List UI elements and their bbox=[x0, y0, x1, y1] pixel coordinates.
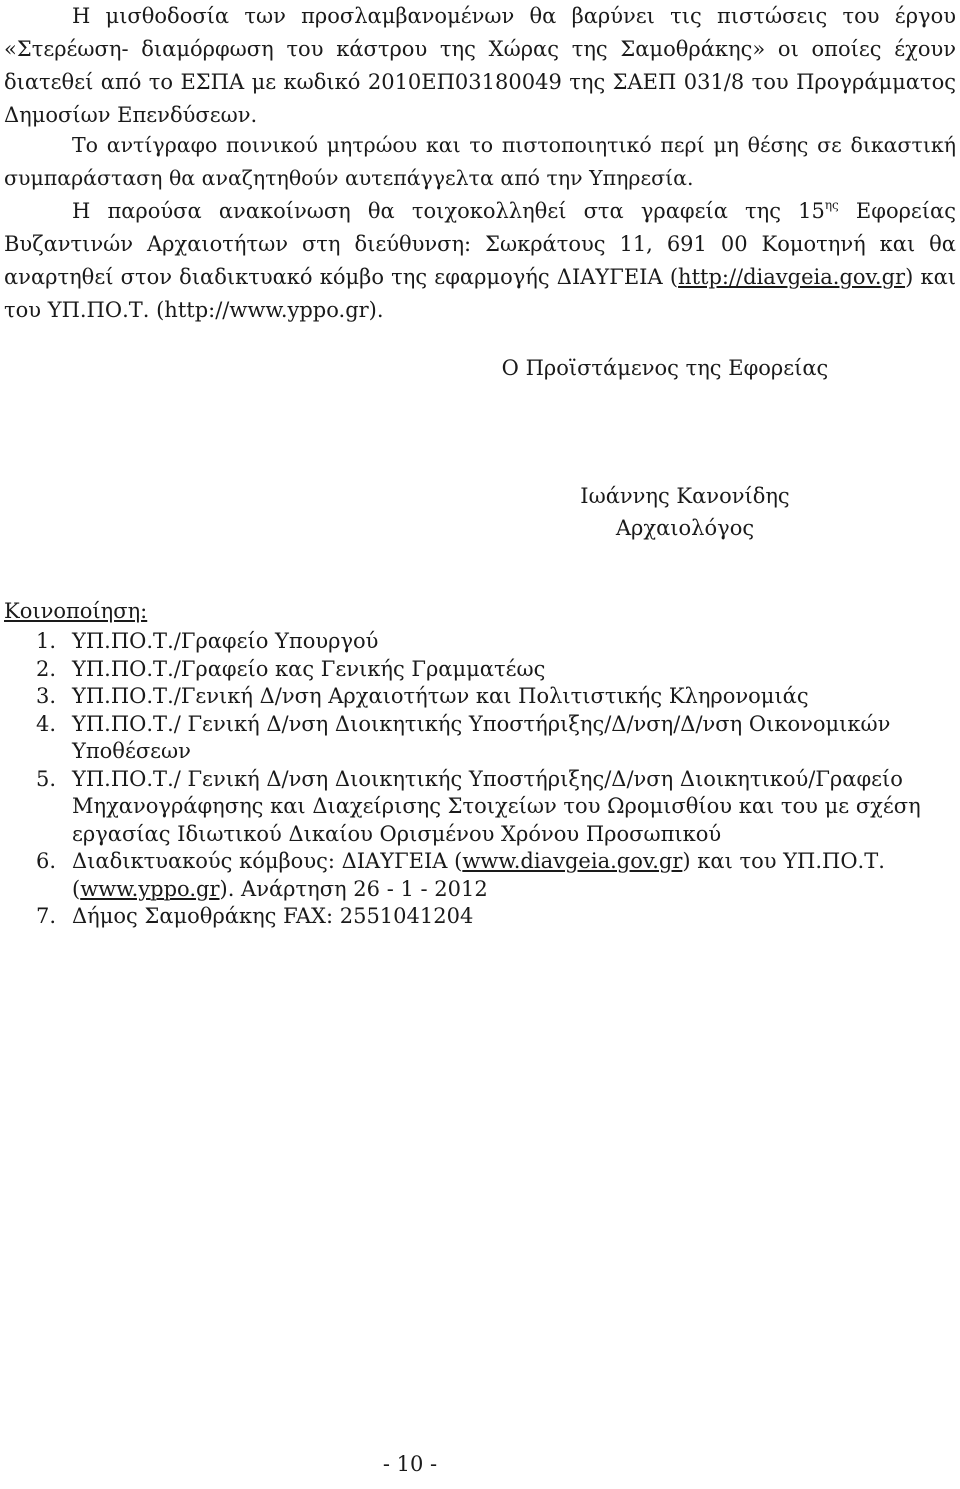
paragraph-payroll: Η μισθοδοσία των προσλαμβανομένων θα βαρύνει τις πιστώσεις του έργου «Στερέωση- διαμόρφωση του κάστρου της Χώρας της Σαμοθράκης» οι οποίες έχουν διατεθεί από το ΕΣΠΑ με κωδικό 2010ΕΠ03180049 της ΣΑΕΠ 031/8 του Προγράμματος Δημοσίων Επενδύσεων. bbox=[4, 4, 956, 127]
cc-heading: Κοινοποίηση: bbox=[4, 599, 148, 623]
cc-text-part: Διαδικτυακούς κόμβους: ΔΙΑΥΓΕΙΑ ( bbox=[72, 849, 463, 873]
diavgeia-link[interactable]: http://diavgeia.gov.gr bbox=[678, 265, 906, 289]
cc-text: ΥΠ.ΠΟ.Τ./ Γενική Δ/νση Διοικητικής Υποστήριξης/Δ/νση Διοικητικού/Γραφείο Μηχανογράφησης και Διαχείρισης Στοιχείων του Ωρομισθίου και του με σχέση εργασίας Ιδιωτικού Δικαίου Ορισμένου Χρόνου Προσωπικού bbox=[72, 766, 921, 846]
paragraph-criminal-record: Το αντίγραφο ποινικού μητρώου και το πιστοποιητικό περί μη θέσης σε δικαστική συμπαράσταση θα αναζητηθούν αυτεπάγγελτα από την Υπηρεσία. bbox=[4, 133, 956, 190]
cc-text: ΥΠ.ΠΟ.Τ./Γραφείο κας Γενικής Γραμματέως bbox=[72, 656, 546, 681]
page-number: - 10 - bbox=[382, 1452, 438, 1476]
cc-number: 5. bbox=[36, 766, 57, 791]
cc-text: ΥΠ.ΠΟ.Τ./Γραφείο Υπουργού bbox=[72, 629, 379, 653]
paragraph-announcement bbox=[4, 195, 956, 327]
yppo-site-link[interactable]: www.yppo.gr bbox=[80, 876, 220, 901]
cc-list bbox=[4, 628, 956, 931]
cc-text: ΥΠ.ΠΟ.Τ./ Γενική Δ/νση Διοικητικής Υποστήριξης/Δ/νση/Δ/νση Οικονομικών Υποθέσεων bbox=[72, 711, 891, 763]
cc-item-7 bbox=[4, 903, 956, 931]
cc-number: 7. bbox=[36, 904, 57, 928]
announcement-text-end: ) και του ΥΠ.ΠΟ.Τ. (http://www.yppo.gr). bbox=[4, 265, 956, 322]
cc-item-2 bbox=[4, 656, 956, 684]
announcement-text-start: Η παρούσα ανακοίνωση θα τοιχοκολληθεί στα γραφεία της 15 bbox=[72, 199, 825, 223]
signature-role: Αρχαιολόγος bbox=[615, 516, 755, 540]
signature-name: Ιωάννης Κανονίδης bbox=[580, 484, 790, 508]
cc-item-1 bbox=[4, 628, 956, 656]
cc-item-5 bbox=[4, 766, 956, 849]
cc-item-4 bbox=[4, 711, 956, 766]
cc-number: 1. bbox=[36, 629, 57, 653]
cc-text-part: ). Ανάρτηση 26 - 1 - 2012 bbox=[219, 876, 488, 901]
cc-text: ΥΠ.ΠΟ.Τ./Γενική Δ/νση Αρχαιοτήτων και Πολιτιστικής Κληρονομιάς bbox=[72, 684, 809, 708]
cc-number: 4. bbox=[36, 711, 57, 736]
cc-text: Δήμος Σαμοθράκης FAX: 2551041204 bbox=[72, 904, 474, 928]
cc-text-part: ) και του ΥΠ.ΠΟ.Τ. ( bbox=[72, 849, 885, 901]
cc-number: 3. bbox=[36, 684, 57, 708]
signature-title: Ο Προϊστάμενος της Εφορείας bbox=[501, 356, 829, 380]
cc-number: 2. bbox=[36, 656, 57, 681]
ordinal-superscript: ης bbox=[824, 198, 839, 212]
cc-item-6 bbox=[4, 848, 956, 903]
cc-number: 6. bbox=[36, 849, 57, 873]
announcement-text-middle: Εφορείας Βυζαντινών Αρχαιοτήτων στη διεύθυνση: Σωκράτους 11, 691 00 Κομοτηνή και θα αναρτηθεί στον διαδικτυακό κόμβο της εφαρμογής ΔΙΑΥΓΕΙΑ ( bbox=[4, 199, 956, 289]
diavgeia-site-link[interactable]: www.diavgeia.gov.gr bbox=[462, 849, 683, 873]
cc-item-3 bbox=[4, 683, 956, 711]
